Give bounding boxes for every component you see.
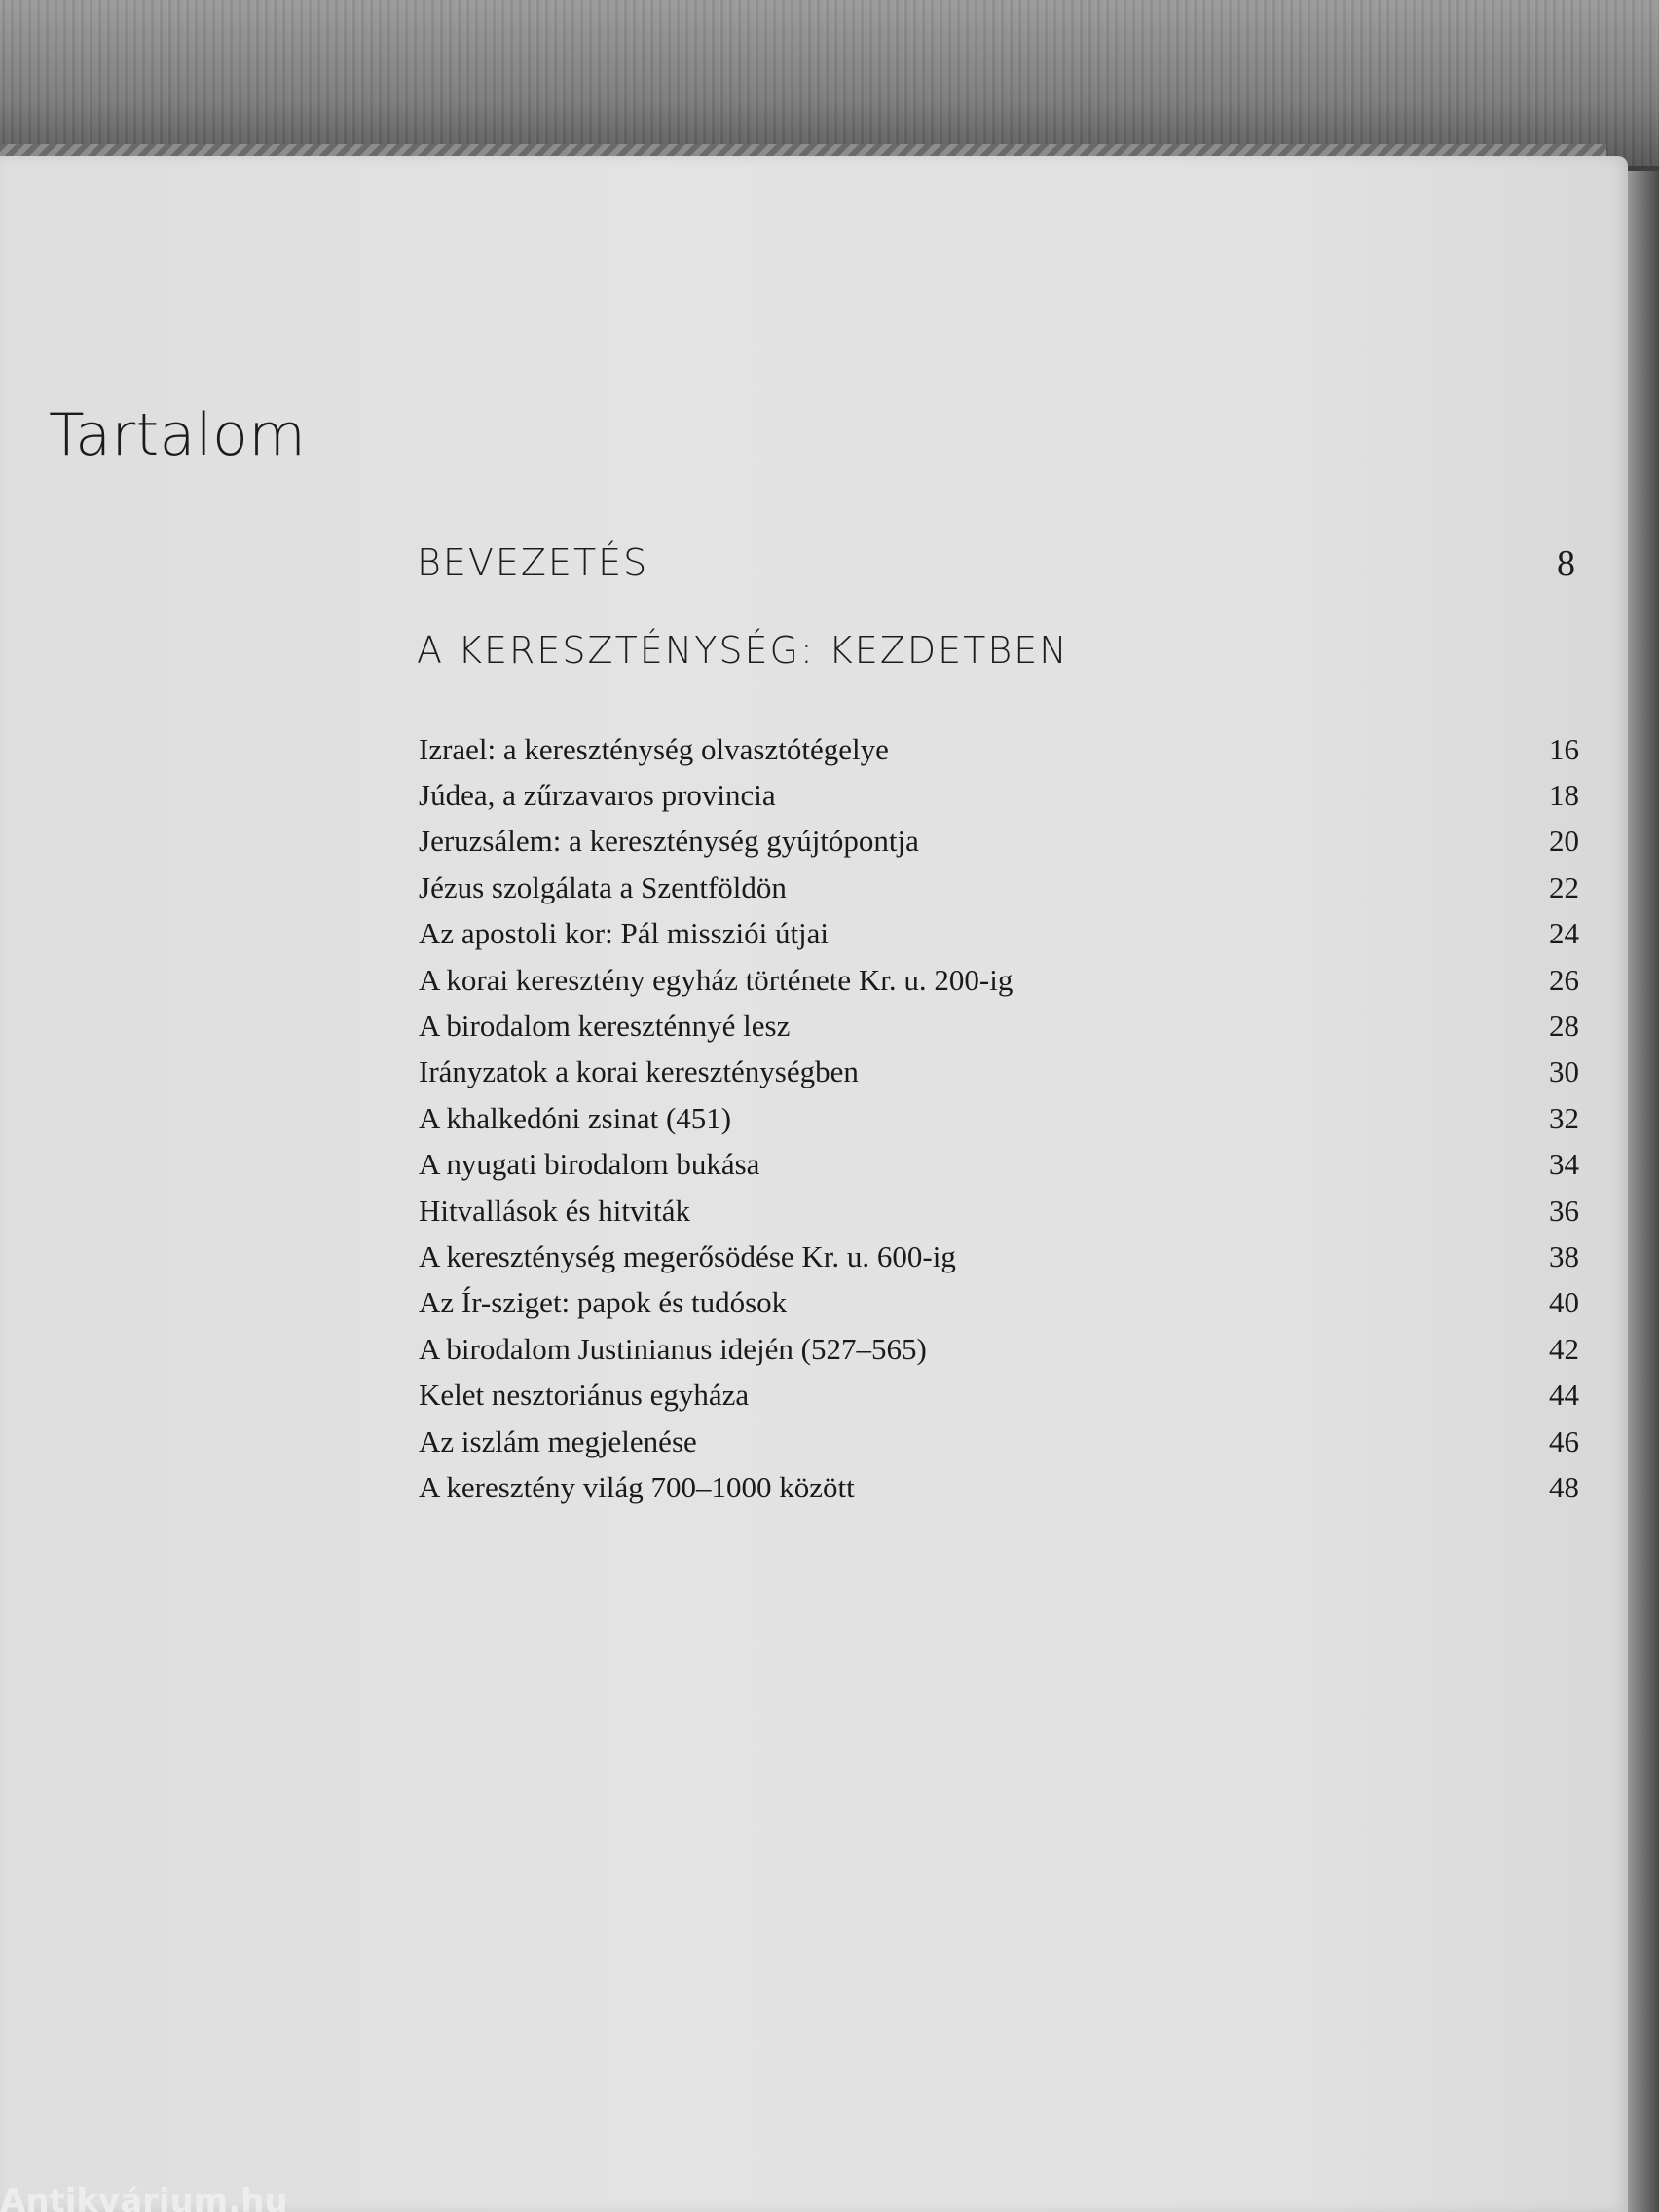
toc-entry [419, 1280, 1579, 1326]
entry-title: Az apostoli kor: Pál missziói útjai [419, 916, 830, 951]
section-page-number: 8 [1557, 543, 1575, 584]
entry-title: Hitvallások és hitviták [419, 1193, 690, 1228]
toc-entry-list [419, 726, 1579, 1511]
entry-page-number: 20 [1549, 824, 1579, 859]
toc-entry [419, 1188, 1579, 1234]
toc-entry [419, 1142, 1579, 1188]
toc-entry [419, 1003, 1579, 1049]
entry-title: A birodalom kereszténnyé lesz [419, 1009, 791, 1044]
section-introduction [417, 541, 1575, 585]
entry-page-number: 40 [1549, 1285, 1579, 1320]
toc-entry [419, 1372, 1579, 1418]
entry-title: Jeruzsálem: a kereszténység gyújtópontja [419, 824, 919, 859]
entry-title: A kereszténység megerősödése Kr. u. 600-ig [419, 1238, 956, 1273]
toc-entry [419, 819, 1579, 865]
entry-page-number: 38 [1549, 1238, 1579, 1273]
entry-page-number: 30 [1549, 1054, 1579, 1089]
entry-page-number: 46 [1549, 1423, 1579, 1458]
entry-title: A birodalom Justinianus idején (527–565) [419, 1331, 927, 1366]
entry-title: A nyugati birodalom bukása [419, 1147, 760, 1182]
toc-entry [419, 1050, 1579, 1095]
entry-page-number: 24 [1549, 916, 1579, 951]
entry-title: Izrael: a kereszténység olvasztótégelye [419, 731, 889, 766]
toc-entry [419, 726, 1579, 772]
entry-page-number: 44 [1549, 1378, 1579, 1413]
entry-title: A korai keresztény egyház története Kr. u. 200-ig [419, 962, 1014, 997]
section-beginnings [417, 629, 1575, 672]
toc-entry [419, 865, 1579, 910]
entry-page-number: 32 [1549, 1100, 1579, 1135]
entry-page-number: 22 [1549, 869, 1579, 904]
toc-entry [419, 1419, 1579, 1464]
toc-entry [419, 1464, 1579, 1510]
entry-page-number: 18 [1549, 778, 1579, 813]
entry-page-number: 42 [1549, 1331, 1579, 1366]
toc-entry [419, 1095, 1579, 1141]
toc-entry [419, 772, 1579, 818]
entry-title: Az iszlám megjelenése [419, 1423, 697, 1458]
section-title: A KERESZTÉNYSÉG: KEZDETBEN [417, 629, 1069, 672]
toc-entry [419, 911, 1579, 957]
toc-entry [419, 957, 1579, 1003]
entry-title: Kelet nesztoriánus egyháza [419, 1378, 750, 1413]
entry-title: Irányzatok a korai kereszténységben [419, 1054, 859, 1089]
site-watermark: Antikvárium.hu [0, 2185, 288, 2212]
entry-page-number: 36 [1549, 1193, 1579, 1228]
table-background [0, 0, 1659, 166]
toc-entry [419, 1326, 1579, 1372]
entry-title: A keresztény világ 700–1000 között [419, 1469, 855, 1504]
entry-page-number: 16 [1549, 731, 1579, 766]
entry-title: A khalkedóni zsinat (451) [419, 1100, 732, 1135]
entry-page-number: 26 [1549, 962, 1579, 997]
entry-title: Az Ír-sziget: papok és tudósok [419, 1285, 788, 1320]
entry-page-number: 28 [1549, 1009, 1579, 1044]
toc-entry [419, 1234, 1579, 1279]
page-title: Tartalom [49, 401, 307, 470]
entry-title: Júdea, a zűrzavaros provincia [419, 778, 776, 813]
entry-page-number: 34 [1549, 1147, 1579, 1182]
entry-page-number: 48 [1549, 1469, 1579, 1504]
entry-title: Jézus szolgálata a Szentföldön [419, 869, 787, 904]
section-title: BEVEZETÉS [417, 541, 649, 584]
